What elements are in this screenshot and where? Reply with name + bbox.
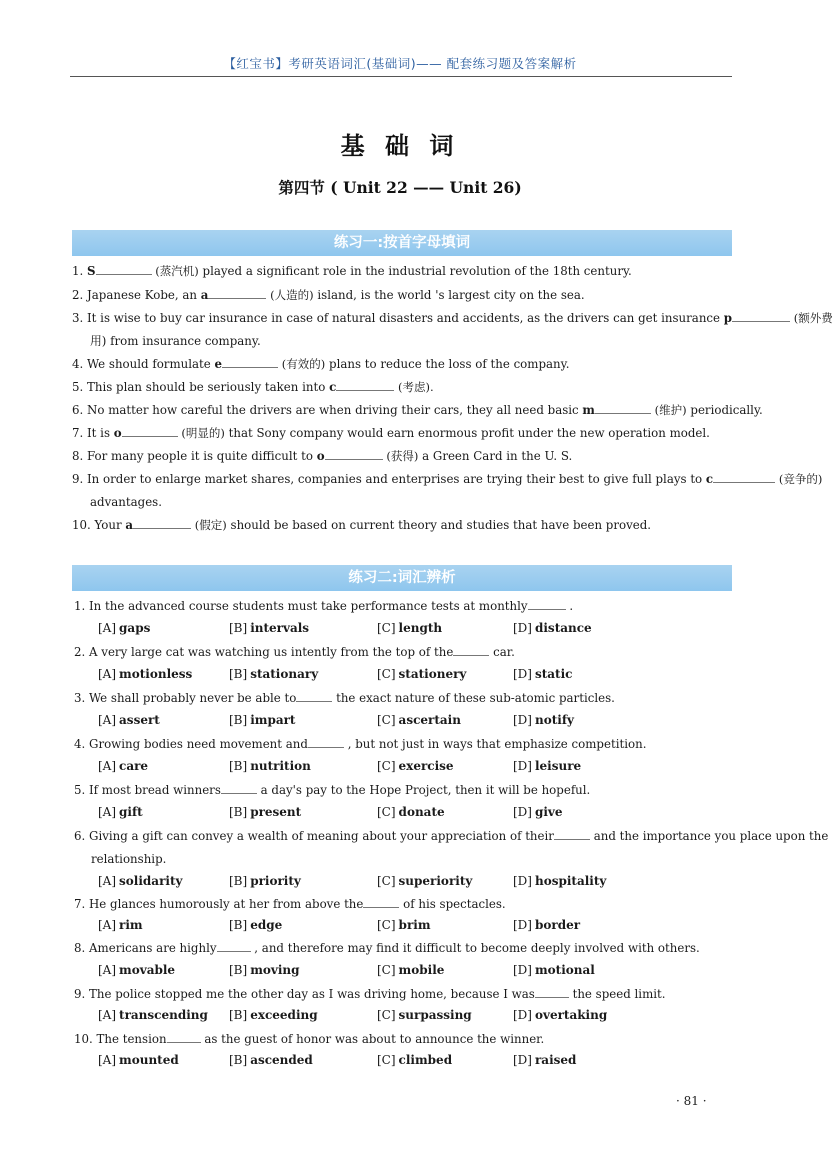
- vocab-question-6: 6. Giving a gift can convey a wealth of meaning about your appreciation of their and the importance you place upon the: [74, 829, 829, 843]
- option-a[interactable]: [A] rim: [98, 918, 143, 932]
- vocab-question-8: 8. Americans are highly , and therefore may find it difficult to become deeply involved with others.: [74, 941, 700, 955]
- option-b[interactable]: [B] edge: [229, 918, 283, 932]
- answer-blank[interactable]: [96, 264, 152, 275]
- vocab-options-8: [98, 963, 718, 979]
- answer-blank[interactable]: [221, 783, 257, 794]
- vocab-options-4: [98, 759, 718, 775]
- vocab-options-3: [98, 713, 718, 729]
- option-a[interactable]: [A] care: [98, 759, 149, 773]
- fill-question-10: 10. Your a (假定) should be based on current theory and studies that have been proved.: [72, 518, 652, 532]
- fill-question-4: 4. We should formulate e (有效的) plans to reduce the loss of the company.: [72, 357, 570, 371]
- option-d[interactable]: [D] hospitality: [513, 874, 607, 888]
- option-c[interactable]: [C] mobile: [377, 963, 445, 977]
- answer-blank[interactable]: [528, 599, 566, 610]
- vocab-options-9: [98, 1008, 718, 1024]
- option-c[interactable]: [C] ascertain: [377, 713, 461, 727]
- vocab-question-2: 2. A very large cat was watching us intently from the top of the car.: [74, 645, 515, 659]
- option-a[interactable]: [A] solidarity: [98, 874, 183, 888]
- option-c[interactable]: [C] length: [377, 621, 443, 635]
- fill-question-1: 1. S (蒸汽机) played a significant role in the industrial revolution of the 18th century.: [72, 264, 632, 278]
- option-d[interactable]: [D] leisure: [513, 759, 582, 773]
- page-number: · 81 ·: [676, 1094, 707, 1108]
- option-a[interactable]: [A] transcending: [98, 1008, 208, 1022]
- vocab-question-4: 4. Growing bodies need movement and , but not just in ways that emphasize competition.: [74, 737, 647, 751]
- fill-question-6: 6. No matter how careful the drivers are when driving their cars, they all need basic m (维护) periodically.: [72, 403, 763, 417]
- answer-blank[interactable]: [325, 449, 383, 460]
- option-c[interactable]: [C] stationery: [377, 667, 467, 681]
- fill-question-7: 7. It is o (明显的) that Sony company would earn enormous profit under the new operation model.: [72, 426, 710, 440]
- answer-blank[interactable]: [296, 691, 332, 702]
- option-b[interactable]: [B] intervals: [229, 621, 310, 635]
- fill-question-5: 5. This plan should be seriously taken into c (考虑).: [72, 380, 434, 394]
- answer-blank[interactable]: [363, 897, 399, 908]
- answer-blank[interactable]: [595, 403, 651, 414]
- answer-blank[interactable]: [336, 380, 394, 391]
- answer-blank[interactable]: [167, 1032, 201, 1043]
- option-b[interactable]: [B] impart: [229, 713, 296, 727]
- answer-blank[interactable]: [535, 987, 569, 998]
- exercise-2-banner: [72, 565, 732, 591]
- vocab-question-10: 10. The tension as the guest of honor was about to announce the winner.: [74, 1032, 545, 1046]
- answer-blank[interactable]: [217, 941, 251, 952]
- header-rule: [70, 76, 732, 77]
- book-header: 【红宝书】考研英语词汇(基础词)—— 配套练习题及答案解析: [223, 56, 577, 71]
- option-d[interactable]: [D] give: [513, 805, 563, 819]
- option-d[interactable]: [D] raised: [513, 1053, 577, 1067]
- option-d[interactable]: [D] border: [513, 918, 581, 932]
- answer-blank[interactable]: [122, 426, 178, 437]
- vocab-options-10: [98, 1053, 718, 1069]
- option-c[interactable]: [C] exercise: [377, 759, 454, 773]
- option-c[interactable]: [C] brim: [377, 918, 431, 932]
- vocab-options-7: [98, 918, 718, 934]
- option-c[interactable]: [C] donate: [377, 805, 445, 819]
- option-a[interactable]: [A] assert: [98, 713, 160, 727]
- option-d[interactable]: [D] overtaking: [513, 1008, 608, 1022]
- option-c[interactable]: [C] surpassing: [377, 1008, 472, 1022]
- option-b[interactable]: [B] nutrition: [229, 759, 311, 773]
- vocab-question-3: 3. We shall probably never be able to the exact nature of these sub-atomic particles.: [74, 691, 615, 705]
- vocab-options-5: [98, 805, 718, 821]
- answer-blank[interactable]: [222, 357, 278, 368]
- option-a[interactable]: [A] motionless: [98, 667, 193, 681]
- fill-question-9-continued: advantages.: [90, 495, 162, 509]
- option-b[interactable]: [B] priority: [229, 874, 301, 888]
- option-c[interactable]: [C] superiority: [377, 874, 473, 888]
- vocab-question-5: 5. If most bread winners a day's pay to the Hope Project, then it will be hopeful.: [74, 783, 591, 797]
- vocab-options-6: [98, 874, 718, 890]
- answer-blank[interactable]: [732, 311, 790, 322]
- answer-blank[interactable]: [308, 737, 344, 748]
- option-a[interactable]: [A] gaps: [98, 621, 151, 635]
- fill-question-9: 9. In order to enlarge market shares, companies and enterprises are trying their best to give full plays to c (竞争的): [72, 472, 823, 486]
- exercise-1-title: 练习一:按首字母填词: [333, 235, 471, 251]
- fill-question-2: 2. Japanese Kobe, an a (人造的) island, is the world 's largest city on the sea.: [72, 288, 585, 302]
- fill-question-3-continued: 用) from insurance company.: [90, 334, 261, 348]
- vocab-question-1: 1. In the advanced course students must take performance tests at monthly .: [74, 599, 574, 613]
- option-b[interactable]: [B] exceeding: [229, 1008, 318, 1022]
- answer-blank[interactable]: [554, 829, 590, 840]
- option-d[interactable]: [D] distance: [513, 621, 592, 635]
- exercise-1-banner: [72, 230, 732, 256]
- option-a[interactable]: [A] mounted: [98, 1053, 179, 1067]
- option-b[interactable]: [B] stationary: [229, 667, 319, 681]
- page-title: 基 础 词: [340, 132, 460, 160]
- option-d[interactable]: [D] motional: [513, 963, 595, 977]
- option-d[interactable]: [D] static: [513, 667, 573, 681]
- answer-blank[interactable]: [133, 518, 191, 529]
- vocab-options-2: [98, 667, 718, 683]
- vocab-options-1: [98, 621, 718, 637]
- answer-blank[interactable]: [208, 288, 266, 299]
- option-a[interactable]: [A] gift: [98, 805, 143, 819]
- option-b[interactable]: [B] present: [229, 805, 302, 819]
- exercise-2-title: 练习二:词汇辨析: [348, 570, 456, 586]
- vocab-question-6-continued: relationship.: [91, 852, 167, 866]
- option-a[interactable]: [A] movable: [98, 963, 176, 977]
- answer-blank[interactable]: [713, 472, 775, 483]
- option-b[interactable]: [B] ascended: [229, 1053, 313, 1067]
- option-d[interactable]: [D] notify: [513, 713, 574, 727]
- fill-question-3: 3. It is wise to buy car insurance in case of natural disasters and accidents, as the drivers can get insurance p (额外费: [72, 311, 833, 325]
- option-b[interactable]: [B] moving: [229, 963, 300, 977]
- answer-blank[interactable]: [453, 645, 489, 656]
- option-c[interactable]: [C] climbed: [377, 1053, 453, 1067]
- vocab-question-7: 7. He glances humorously at her from above the of his spectacles.: [74, 897, 506, 911]
- section-subtitle: 第四节 ( Unit 22 —— Unit 26): [278, 178, 522, 197]
- vocab-question-9: 9. The police stopped me the other day as I was driving home, because I was the speed limit.: [74, 987, 666, 1001]
- fill-question-8: 8. For many people it is quite difficult to o (获得) a Green Card in the U. S.: [72, 449, 573, 463]
